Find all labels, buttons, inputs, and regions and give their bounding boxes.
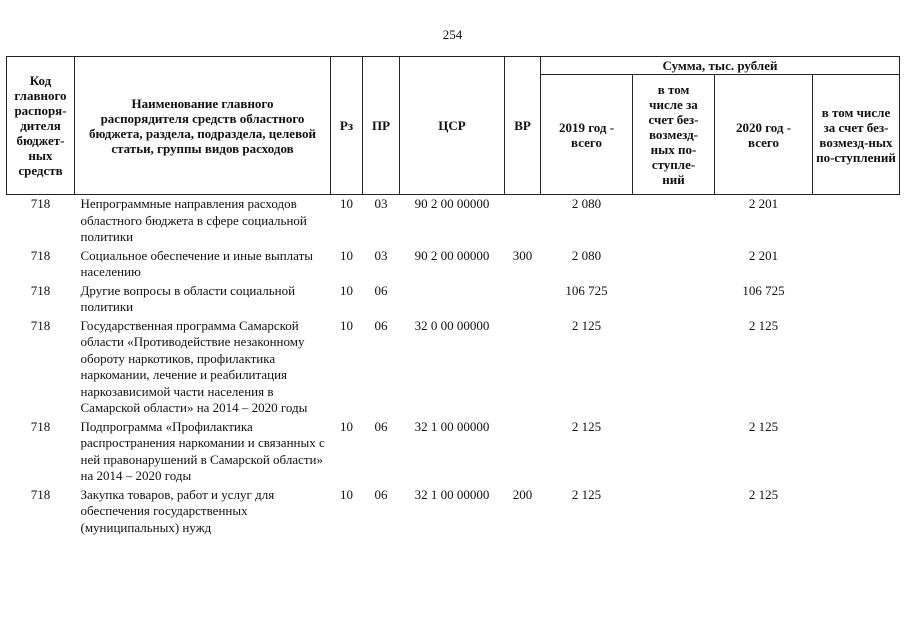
cell-name: Закупка товаров, работ и услуг для обеспечения государственных (муниципальных) нужд bbox=[80, 486, 275, 535]
cell-name: Социальное обеспечение и иные выплаты населению bbox=[80, 247, 314, 279]
cell-2020-free bbox=[813, 485, 900, 537]
cell-2019-total: 2 125 bbox=[571, 486, 602, 502]
table-row bbox=[7, 281, 900, 316]
table-row bbox=[7, 485, 900, 537]
header-2020-total: 2020 год - всего bbox=[715, 75, 813, 195]
cell-pr: 06 bbox=[374, 418, 388, 434]
cell-code: 718 bbox=[30, 282, 51, 298]
cell-rz: 10 bbox=[340, 486, 353, 502]
cell-name: Другие вопросы в области социальной политики bbox=[80, 282, 296, 314]
header-rz: Рз bbox=[331, 57, 363, 195]
cell-2019-total: 2 080 bbox=[571, 247, 602, 263]
cell-code: 718 bbox=[30, 196, 51, 211]
cell-csr: 90 2 00 00000 bbox=[414, 196, 490, 211]
header-2019-total: 2019 год - всего bbox=[541, 75, 633, 195]
cell-2020-total: 2 201 bbox=[748, 196, 779, 211]
cell-csr: 32 1 00 00000 bbox=[414, 418, 490, 434]
cell-name: Подпрограмма «Профилактика распространения наркомании и связанных с ней правонарушений в Самарской области» на 2014 – 2020 годы bbox=[80, 418, 325, 483]
cell-code: 718 bbox=[30, 317, 51, 333]
cell-2020-total: 2 201 bbox=[748, 247, 779, 263]
cell-rz: 10 bbox=[340, 196, 353, 211]
cell-2020-free bbox=[813, 246, 900, 281]
header-vr: ВР bbox=[505, 57, 541, 195]
cell-csr: 32 0 00 00000 bbox=[414, 317, 490, 333]
cell-code: 718 bbox=[30, 418, 51, 434]
cell-rz: 10 bbox=[340, 418, 353, 434]
table-row bbox=[7, 246, 900, 281]
cell-2019-free bbox=[633, 246, 715, 281]
cell-2020-free bbox=[813, 417, 900, 485]
cell-name: Непрограммные направления расходов областного бюджета в сфере социальной политики bbox=[80, 196, 307, 244]
header-pr: ПР bbox=[363, 57, 400, 195]
budget-table bbox=[6, 56, 900, 536]
cell-vr: 200 bbox=[512, 486, 533, 502]
cell-2020-total: 2 125 bbox=[748, 317, 779, 333]
cell-2019-free bbox=[633, 281, 715, 316]
cell-2020-total: 2 125 bbox=[748, 418, 779, 434]
cell-vr bbox=[505, 417, 541, 485]
cell-vr bbox=[505, 195, 541, 246]
cell-2020-free bbox=[813, 195, 900, 246]
page-number: 254 bbox=[442, 27, 463, 42]
cell-pr: 06 bbox=[374, 486, 388, 502]
cell-2019-total: 2 125 bbox=[571, 418, 602, 434]
header-sum-group: Сумма, тыс. рублей bbox=[541, 57, 900, 75]
cell-2020-free bbox=[813, 316, 900, 417]
header-2020-free: в том числе за счет без-возмезд-ных по-ступлений bbox=[813, 75, 900, 195]
header-name: Наименование главного распорядителя средств областного бюджета, раздела, подраздела, целевой статьи, группы видов расходов bbox=[75, 57, 331, 195]
cell-rz: 10 bbox=[340, 317, 353, 333]
cell-pr: 06 bbox=[374, 282, 388, 298]
cell-2019-free bbox=[633, 316, 715, 417]
cell-code: 718 bbox=[30, 247, 51, 263]
cell-pr: 03 bbox=[374, 196, 388, 211]
cell-rz: 10 bbox=[340, 247, 353, 263]
cell-2020-total: 2 125 bbox=[748, 486, 779, 502]
cell-pr: 06 bbox=[374, 317, 388, 333]
cell-rz: 10 bbox=[340, 282, 353, 298]
table-row bbox=[7, 316, 900, 417]
cell-2020-total: 106 725 bbox=[742, 282, 785, 298]
cell-csr bbox=[400, 281, 505, 316]
cell-2019-total: 2 080 bbox=[571, 196, 602, 211]
cell-pr: 03 bbox=[374, 247, 388, 263]
cell-2019-total: 2 125 bbox=[571, 317, 602, 333]
header-code: Код главного распоря-дителя бюджет-ных средств bbox=[7, 57, 75, 195]
header-2019-free: в том числе за счет без-возмезд-ных по-ступле-ний bbox=[633, 75, 715, 195]
cell-code: 718 bbox=[30, 486, 51, 502]
cell-2019-free bbox=[633, 485, 715, 537]
header-csr: ЦСР bbox=[400, 57, 505, 195]
cell-csr: 32 1 00 00000 bbox=[414, 486, 490, 502]
cell-name: Государственная программа Самарской области «Противодействие незаконному обороту наркотиков, профилактика наркомании, лечение и реабилитация наркозависимой части населения в Самарской области» на 2014 – 2020 годы bbox=[80, 317, 308, 415]
cell-2019-free bbox=[633, 417, 715, 485]
cell-vr bbox=[505, 316, 541, 417]
cell-vr bbox=[505, 281, 541, 316]
cell-csr: 90 2 00 00000 bbox=[414, 247, 490, 263]
cell-vr: 300 bbox=[512, 247, 533, 263]
table-row bbox=[7, 417, 900, 485]
table-row bbox=[7, 195, 900, 246]
cell-2019-total: 106 725 bbox=[565, 282, 608, 298]
cell-2020-free bbox=[813, 281, 900, 316]
cell-2019-free bbox=[633, 195, 715, 246]
